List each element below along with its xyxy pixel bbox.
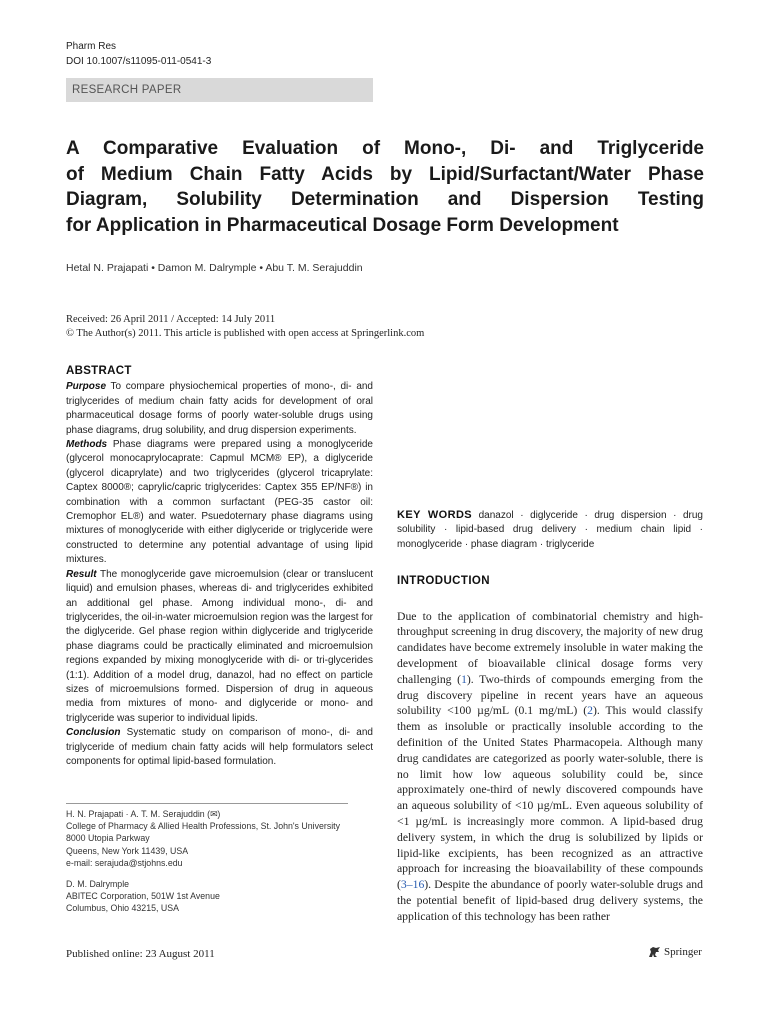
intro-text: ). Despite the abundance of poorly water-soluble drugs and the potential benefit of lipid-based drug delivery systems, the application of this technology has been rather: [397, 878, 703, 923]
copyright-notice: © The Author(s) 2011. This article is published with open access at Springerlink.com: [66, 328, 425, 339]
citation-link[interactable]: 3–16: [400, 878, 425, 892]
received-accepted: Received: 26 April 2011 / Accepted: 14 July 2011: [66, 314, 276, 325]
affiliation-line: Columbus, Ohio 43215, USA: [66, 903, 179, 914]
publisher-name: Springer: [664, 946, 702, 958]
doi[interactable]: DOI 10.1007/s11095-011-0541-3: [66, 56, 212, 67]
methods-label: Methods: [66, 439, 108, 451]
abstract-heading: ABSTRACT: [66, 365, 132, 377]
affiliation-line: 8000 Utopia Parkway: [66, 833, 150, 844]
affiliation-gap: [66, 869, 366, 878]
conclusion-text: Systematic study on comparison of mono-, di- and triglyceride of medium chain fatty acids will help formulators select components for optimal lipid-based formulation.: [66, 727, 373, 767]
keywords: [397, 508, 703, 552]
title-line: for Application in Pharmaceutical Dosage Form Development: [66, 214, 619, 236]
right-column: [397, 364, 703, 925]
keywords-heading: KEY WORDS: [397, 509, 473, 521]
title-line: Diagram, Solubility Determination and Dispersion Testing: [66, 189, 704, 210]
result-label: Result: [66, 568, 97, 580]
paper-type-label: RESEARCH PAPER: [72, 84, 182, 96]
affiliation-authors: D. M. Dalrymple: [66, 879, 130, 890]
affiliation-divider: [66, 803, 348, 804]
affiliation-line: ABITEC Corporation, 501W 1st Avenue: [66, 891, 220, 902]
publisher-logo: [648, 946, 702, 958]
springer-horse-icon: [648, 946, 661, 958]
citation-link[interactable]: 1: [461, 672, 467, 686]
abstract-left-column: [66, 364, 373, 769]
affiliation-line: College of Pharmacy & Allied Health Professions, St. John's University: [66, 821, 341, 832]
citation-link[interactable]: 2: [587, 704, 593, 718]
published-online: Published online: 23 August 2011: [66, 948, 215, 960]
journal-name: Pharm Res: [66, 41, 117, 52]
methods-text: Phase diagrams were prepared using a monoglyceride (glycerol monocaprylocaprate: Capmul MCM® EP), a diglyceride (glycerol dicaprylate) and two triglycerides (glycerol tricaprylate: Captex 8000®; caprylic/capric triglycerides: Captex 355 EP/NF®) in combination with a common surfactant (PEG-35 castor oil: Cremophor EL®) and water. Psuedoternary phase diagrams using mixtures of monoglyceride with either diglyceride or triglyceride were constructed to determine any potential advantage of using lipid mixtures.: [66, 439, 373, 566]
title-line: of Medium Chain Fatty Acids by Lipid/Surfactant/Water Phase: [66, 163, 704, 185]
article-dates: [66, 313, 424, 341]
abstract-body: [66, 380, 373, 769]
conclusion-label: Conclusion: [66, 727, 121, 739]
introduction-body: [397, 609, 703, 925]
affiliations: [66, 808, 366, 915]
intro-text: ). Two-thirds of compounds emerging from the drug discovery pipeline in recent years have an aqueous solubility <100 µg/mL (0.1 mg/mL) (: [397, 672, 703, 718]
affiliation-authors: H. N. Prajapati · A. T. M. Serajuddin (✉): [66, 809, 221, 819]
intro-text: ). This would classify them as insoluble or practically insoluble according to the definition of the United States Pharmacopeia. Although many drug candidates are categorized as poorly water-soluble, there is no limit how low aqueous solubility could be, since approximately one-third of newly discovered compounds have an aqueous solubility of <10 µg/mL. Even aqueous solubility of <1 µg/mL is increasingly more common. A lipid-based drug delivery system, in which the drug is solubilized by lipids or lipid-like excipients, has been recognized as an attractive approach for increasing the bioavailability of these compounds (: [397, 704, 703, 892]
intro-text: Due to the application of combinatorial chemistry and high-throughput screening in drug discovery, the majority of new drug candidates have become extremely insoluble in water making the development of bioavailable clinical dosage forms very challenging (: [397, 609, 703, 686]
paper-title: [66, 136, 704, 238]
introduction-heading: INTRODUCTION: [397, 575, 490, 588]
keywords-text: danazol · diglyceride · drug dispersion · drug solubility · lipid-based drug delivery · medium chain lipid · monoglyceride · phase diagram · triglyceride: [397, 510, 703, 550]
affiliation-line: Queens, New York 11439, USA: [66, 845, 189, 856]
result-text: The monoglyceride gave microemulsion (clear or translucent liquid) and emulsion phases, whereas di- and triglycerides exhibited an additional gel phase. Among individual mono-, di- and triglycerides, the oil-in-water microemulsion region was the largest for the diglyceride. Gel phase region within diglyceride and triglyceride phase diagrams could be practically eliminated and microemulsion regions expanded by mixing monoglyceride with di- or tri-glycerides (1:1). Addition of a model drug, danazol, had no effect on particle sizes of microemulsions formed. Dispersion of drug in aqueous media from mixtures of mono- and diglyceride or mono- and triglyceride was superior to individual lipids.: [66, 568, 373, 724]
author-list: Hetal N. Prajapati • Damon M. Dalrymple • Abu T. M. Serajuddin: [66, 262, 363, 274]
purpose-label: Purpose: [66, 381, 107, 393]
abstract-continuation-spacer: [397, 364, 703, 508]
journal-header: [66, 39, 211, 69]
purpose-text: To compare physiochemical properties of mono-, di- and triglycerides of medium chain fatty acids for development of oral pharmaceutical dosage forms of poorly water-soluble drugs using phase diagrams, drug solubility, and drug dispersion experiments.: [66, 381, 373, 436]
title-line: A Comparative Evaluation of Mono-, Di- and Triglyceride: [66, 138, 704, 159]
affiliation-email[interactable]: e-mail: serajuda@stjohns.edu: [66, 857, 183, 868]
paper-type-banner: [66, 78, 373, 102]
